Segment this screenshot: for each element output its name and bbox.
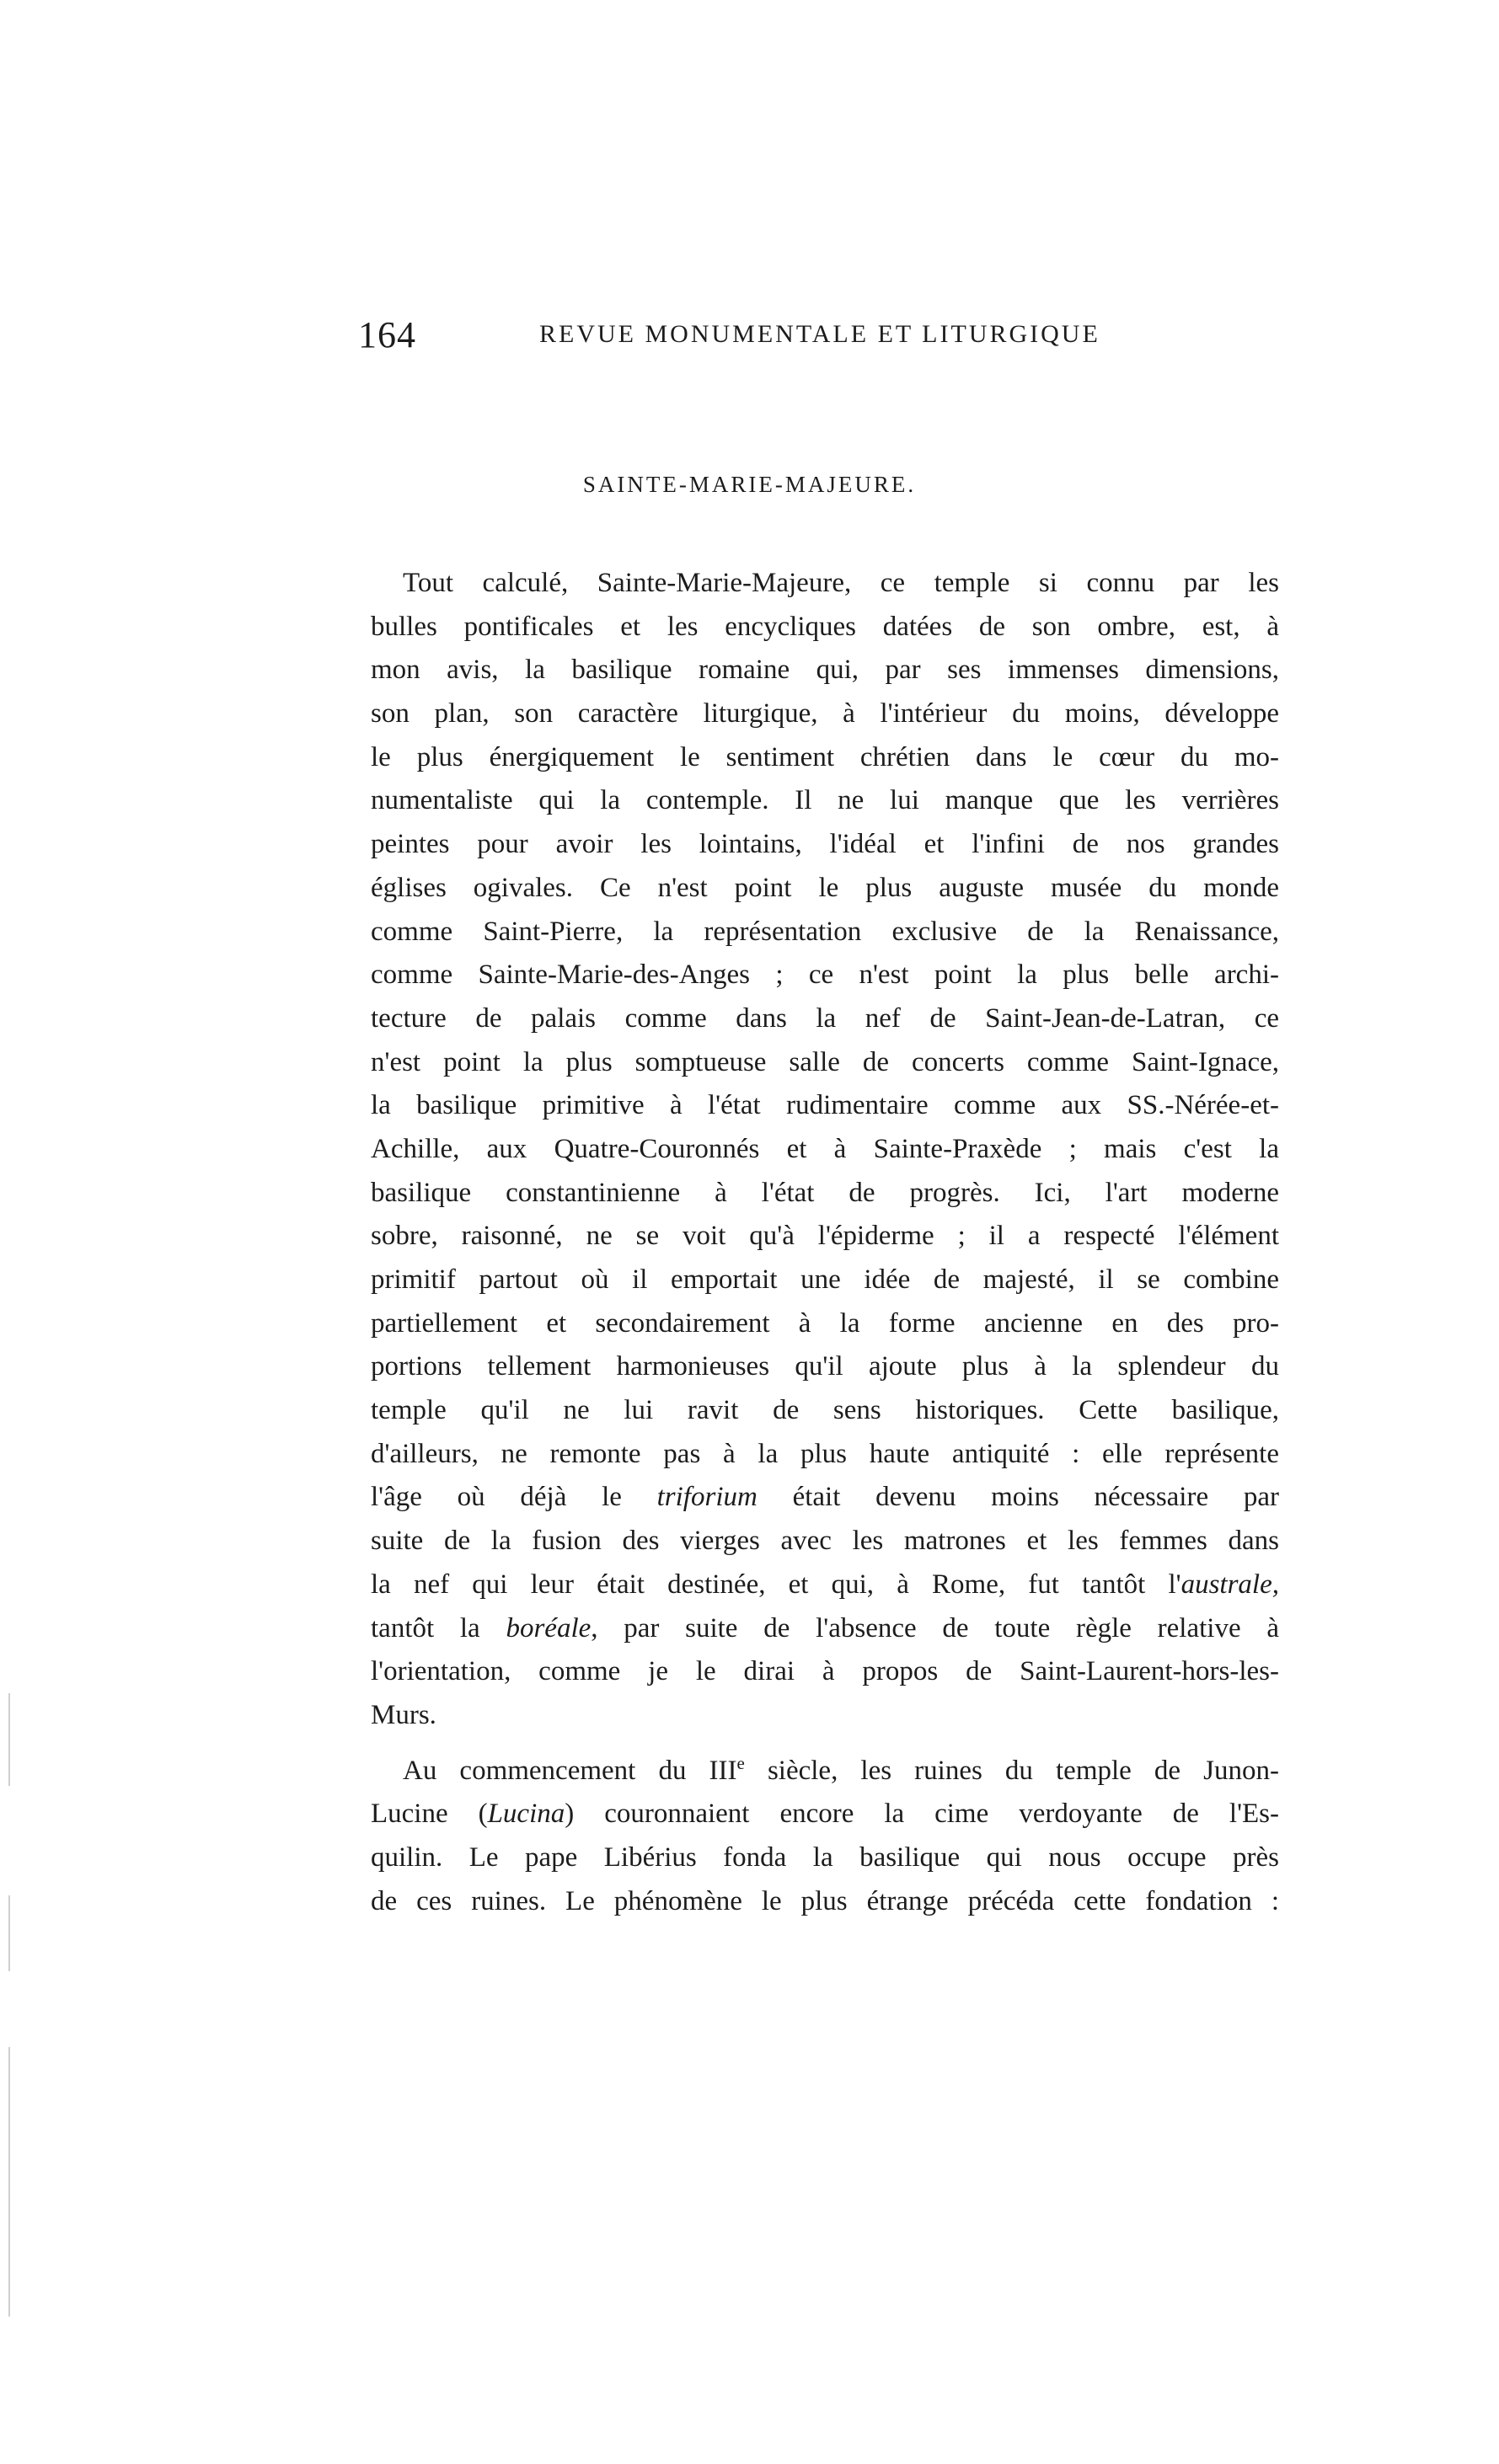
text-run: tantôt la <box>371 1612 506 1644</box>
text-line: suite de la fusion des vierges avec les matrones et les femmes dans <box>371 1526 1279 1557</box>
section-title: SAINTE-MARIE-MAJEURE. <box>582 472 917 497</box>
text-line: temple qu'il ne lui ravit de sens historiques. Cette basilique, <box>371 1395 1279 1426</box>
text-line: basilique constantinienne à l'état de progrès. Ici, l'art moderne <box>371 1177 1279 1208</box>
text-line: Tout calculé, Sainte-Marie-Majeure, ce temple si connu par les <box>403 568 1279 598</box>
text-run: Au commencement du III <box>403 1755 737 1786</box>
superscript: e <box>736 1752 745 1773</box>
text-line: portions tellement harmonieuses qu'il ajoute plus à la splendeur du <box>371 1351 1279 1382</box>
text-run: la nef qui leur était destinée, et qui, à Rome, fut tantôt l' <box>371 1569 1181 1600</box>
text-line: l'orientation, comme je le dirai à propos de Saint-Laurent-hors-les- <box>371 1656 1279 1687</box>
text-line: tecture de palais comme dans la nef de Saint-Jean-de-Latran, ce <box>371 1002 1279 1034</box>
italic-term: triforium <box>656 1482 758 1513</box>
text-run: l'âge où déjà le <box>371 1482 657 1513</box>
text-line: la basilique primitive à l'état rudimentaire comme aux SS.-Nérée-et- <box>371 1090 1279 1121</box>
text-run: ) couronnaient encore la cime verdoyante de l'Es- <box>565 1799 1279 1830</box>
text-line: d'ailleurs, ne remonte pas à la plus haute antiquité : elle représente <box>371 1438 1279 1469</box>
scan-margin-mark <box>8 1693 10 1786</box>
text-line: primitif partout où il emportait une idée de majesté, il se combine <box>371 1264 1279 1295</box>
page-number: 164 <box>358 314 416 355</box>
text-line: comme Sainte-Marie-des-Anges ; ce n'est point la plus belle archi- <box>371 959 1279 991</box>
text-line: comme Saint-Pierre, la représentation exclusive de la Renaissance, <box>371 916 1279 947</box>
text-line <box>371 1793 1279 1836</box>
scan-margin-mark <box>8 2047 10 2317</box>
italic-term: boréale <box>506 1612 592 1644</box>
text-line: son plan, son caractère liturgique, à l'intérieur du moins, développe <box>371 698 1279 730</box>
text-line: peintes pour avoir les lointains, l'idéal et l'infini de nos grandes <box>371 829 1279 860</box>
text-line <box>371 1750 1279 1793</box>
italic-term: Lucina <box>487 1799 565 1830</box>
page-header <box>358 313 1285 364</box>
italic-term: australe, <box>1180 1569 1279 1600</box>
text-run: , par suite de l'absence de toute règle relative à <box>591 1612 1279 1644</box>
text-line: numentaliste qui la contemple. Il ne lui manque que les verrières <box>371 785 1279 816</box>
text-line: partiellement et secondairement à la forme ancienne en des pro- <box>371 1307 1279 1339</box>
body-text <box>371 562 1279 1923</box>
text-line: bulles pontificales et les encycliques datées de son ombre, est, à <box>371 611 1279 642</box>
text-run: était devenu moins nécessaire par <box>757 1482 1279 1513</box>
text-run: siècle, les ruines du temple de Junon- <box>744 1755 1279 1786</box>
text-line <box>371 1476 1279 1520</box>
text-line: Achille, aux Quatre-Couronnés et à Sainte-Praxède ; mais c'est la <box>371 1133 1279 1164</box>
scan-margin-mark <box>8 1895 10 1971</box>
text-run: Lucine ( <box>371 1799 488 1830</box>
text-line: sobre, raisonné, ne se voit qu'à l'épiderme ; il a respecté l'élément <box>371 1221 1279 1252</box>
text-line: Murs. <box>371 1699 436 1730</box>
paragraph-gap <box>371 1738 1279 1750</box>
text-line: le plus énergiquement le sentiment chrétien dans le cœur du mo- <box>371 741 1279 772</box>
text-line: de ces ruines. Le phénomène le plus étrange précéda cette fondation : <box>371 1885 1279 1916</box>
text-line: quilin. Le pape Libérius fonda la basilique qui nous occupe près <box>371 1841 1279 1873</box>
text-line: mon avis, la basilique romaine qui, par ses immenses dimensions, <box>371 655 1279 686</box>
text-line <box>371 1563 1279 1607</box>
text-line <box>371 1607 1279 1651</box>
running-head: REVUE MONUMENTALE ET LITURGIQUE <box>539 320 1100 348</box>
text-line: n'est point la plus somptueuse salle de concerts comme Saint-Ignace, <box>371 1046 1279 1077</box>
paragraph-2 <box>371 1750 1279 1924</box>
text-line: églises ogivales. Ce n'est point le plus auguste musée du monde <box>371 872 1279 903</box>
paragraph-1 <box>371 562 1279 1738</box>
